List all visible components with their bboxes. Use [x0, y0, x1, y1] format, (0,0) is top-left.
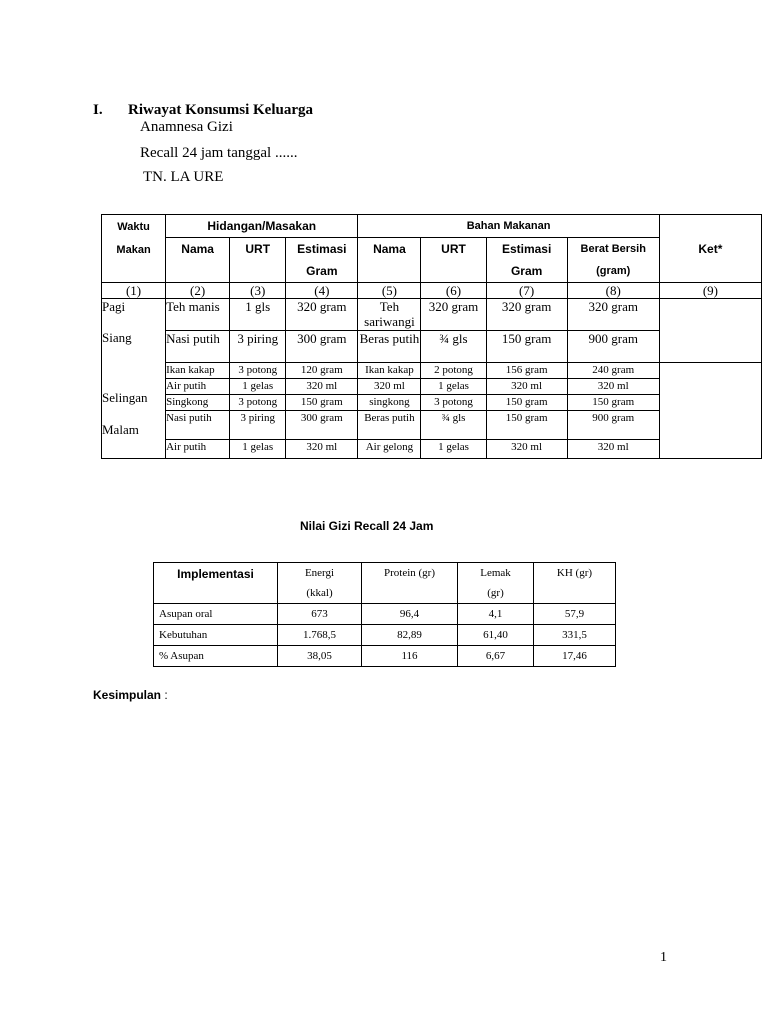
ingredient-urt: 3 potong: [421, 395, 486, 411]
nilai-gizi-table: [153, 562, 616, 667]
recall-line: Recall 24 jam tanggal ......: [140, 145, 298, 161]
ingredient-name: Beras putih: [358, 411, 421, 440]
food-urt: 1 gls: [230, 299, 286, 331]
col-num: (8): [567, 283, 659, 299]
nilai-protein: 82,89: [362, 625, 458, 646]
food-name: Air putih: [166, 379, 230, 395]
patient-name: TN. LA URE: [143, 169, 224, 185]
food-urt: 1 gelas: [230, 379, 286, 395]
header-protein: Protein (gr): [362, 563, 458, 604]
ingredient-estimasi: 320 ml: [486, 440, 567, 459]
nilai-row-label: % Asupan: [154, 646, 278, 667]
ingredient-urt: ¾ gls: [421, 411, 486, 440]
ingredient-berat: 320 gram: [567, 299, 659, 331]
header-estimasi-bahan-label: Estimasi: [501, 242, 552, 256]
header-berat-bersih-label: Berat Bersih: [580, 243, 646, 255]
header-nama: Nama: [166, 238, 230, 283]
header-estimasi-bahan: [486, 238, 567, 283]
nilai-row-label: Asupan oral: [154, 604, 278, 625]
food-estimasi: 120 gram: [286, 363, 358, 379]
food-urt: 1 gelas: [230, 440, 286, 459]
nilai-protein: 96,4: [362, 604, 458, 625]
kesimpulan: [93, 688, 168, 702]
ingredient-urt: 1 gelas: [421, 440, 486, 459]
ingredient-estimasi: 320 ml: [486, 379, 567, 395]
food-estimasi: 320 gram: [286, 299, 358, 331]
food-estimasi: 320 ml: [286, 379, 358, 395]
food-name: Nasi putih: [166, 331, 230, 363]
header-implementasi: Implementasi: [154, 563, 278, 604]
meal-time-pagi: Pagi: [102, 299, 126, 314]
ingredient-berat: 320 ml: [567, 440, 659, 459]
col-num: (3): [230, 283, 286, 299]
ingredient-berat: 900 gram: [567, 331, 659, 363]
ingredient-berat: 900 gram: [567, 411, 659, 440]
ingredient-urt: ¾ gls: [421, 331, 486, 363]
section-number: I.: [93, 102, 103, 118]
ingredient-name: singkong: [358, 395, 421, 411]
recall-table: [101, 214, 762, 459]
ket-cell: [659, 363, 761, 459]
food-estimasi: 300 gram: [286, 411, 358, 440]
nilai-lemak: 61,40: [458, 625, 534, 646]
ingredient-name: Ikan kakap: [358, 363, 421, 379]
header-estimasi-label: Estimasi: [297, 242, 347, 256]
food-estimasi: 300 gram: [286, 331, 358, 363]
header-hidangan: Hidangan/Masakan: [166, 215, 358, 238]
food-estimasi: 150 gram: [286, 395, 358, 411]
ket-cell: [659, 299, 761, 363]
food-name: Nasi putih: [166, 411, 230, 440]
nilai-row-label: Kebutuhan: [154, 625, 278, 646]
header-energi: [278, 563, 362, 604]
ingredient-name: Air gelong: [358, 440, 421, 459]
ingredient-name: Beras putih: [358, 331, 421, 363]
header-energi-unit: (kkal): [306, 587, 333, 599]
header-ket: Ket*: [659, 215, 761, 283]
nilai-lemak: 4,1: [458, 604, 534, 625]
ingredient-name: Teh sariwangi: [358, 299, 421, 331]
header-urt: URT: [230, 238, 286, 283]
meal-times-cell: [102, 299, 166, 459]
kesimpulan-colon: :: [161, 688, 168, 702]
nilai-energi: 1.768,5: [278, 625, 362, 646]
nilai-kh: 57,9: [534, 604, 616, 625]
header-berat-gram-label: (gram): [596, 265, 631, 277]
header-lemak: [458, 563, 534, 604]
ingredient-urt: 1 gelas: [421, 379, 486, 395]
nilai-lemak: 6,67: [458, 646, 534, 667]
col-num: (5): [358, 283, 421, 299]
col-num: (1): [102, 283, 166, 299]
nilai-gizi-title: Nilai Gizi Recall 24 Jam: [300, 519, 434, 533]
nilai-kh: 17,46: [534, 646, 616, 667]
ingredient-estimasi: 150 gram: [486, 395, 567, 411]
header-kh: KH (gr): [534, 563, 616, 604]
nilai-energi: 38,05: [278, 646, 362, 667]
header-berat-bersih: [567, 238, 659, 283]
section-title: Riwayat Konsumsi Keluarga: [128, 102, 314, 118]
food-urt: 3 potong: [230, 395, 286, 411]
ingredient-berat: 240 gram: [567, 363, 659, 379]
meal-time-siang: Siang: [102, 330, 132, 345]
header-urt-bahan: URT: [421, 238, 486, 283]
food-urt: 3 piring: [230, 411, 286, 440]
ingredient-urt: 320 gram: [421, 299, 486, 331]
col-num: (9): [659, 283, 761, 299]
ingredient-estimasi: 150 gram: [486, 331, 567, 363]
food-name: Teh manis: [166, 299, 230, 331]
nilai-energi: 673: [278, 604, 362, 625]
meal-time-selingan: Selingan: [102, 390, 148, 405]
ingredient-berat: 150 gram: [567, 395, 659, 411]
food-name: Ikan kakap: [166, 363, 230, 379]
header-nama-bahan: Nama: [358, 238, 421, 283]
subtitle: Anamnesa Gizi: [140, 119, 233, 135]
food-name: Air putih: [166, 440, 230, 459]
nilai-kh: 331,5: [534, 625, 616, 646]
ingredient-berat: 320 ml: [567, 379, 659, 395]
food-estimasi: 320 ml: [286, 440, 358, 459]
header-bahan: Bahan Makanan: [358, 215, 659, 238]
ingredient-urt: 2 potong: [421, 363, 486, 379]
header-lemak-label: Lemak: [480, 567, 511, 579]
ingredient-estimasi: 150 gram: [486, 411, 567, 440]
food-urt: 3 potong: [230, 363, 286, 379]
col-num: (2): [166, 283, 230, 299]
header-makan: Makan: [116, 244, 151, 256]
header-energi-label: Energi: [304, 567, 335, 579]
page-number: 1: [660, 950, 667, 965]
col-num: (7): [486, 283, 567, 299]
col-num: (6): [421, 283, 486, 299]
food-name: Singkong: [166, 395, 230, 411]
meal-time-malam: Malam: [102, 422, 139, 437]
header-lemak-unit: (gr): [487, 587, 504, 599]
food-urt: 3 piring: [230, 331, 286, 363]
header-gram-label: Gram: [306, 264, 338, 278]
kesimpulan-label: Kesimpulan: [93, 688, 162, 702]
ingredient-estimasi: 320 gram: [486, 299, 567, 331]
header-waktu-makan: [102, 215, 166, 283]
header-gram-bahan-label: Gram: [510, 264, 543, 278]
nilai-protein: 116: [362, 646, 458, 667]
ingredient-name: 320 ml: [358, 379, 421, 395]
col-num: (4): [286, 283, 358, 299]
ingredient-estimasi: 156 gram: [486, 363, 567, 379]
header-waktu: Waktu: [117, 221, 150, 233]
header-estimasi: [286, 238, 358, 283]
